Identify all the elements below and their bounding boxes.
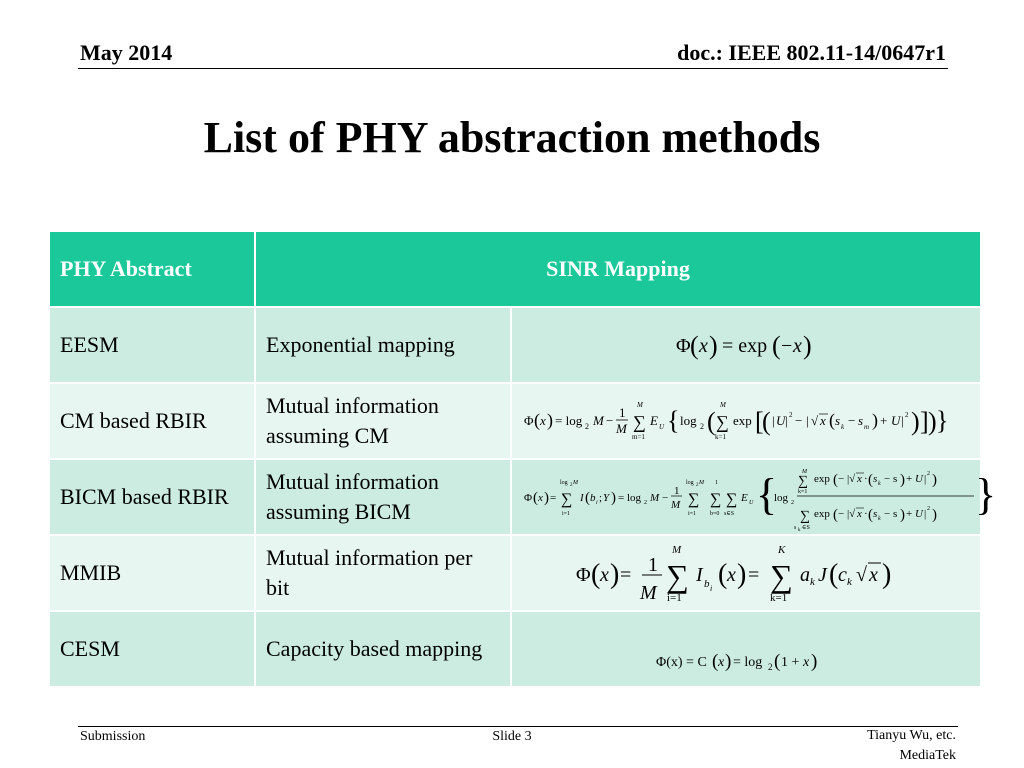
svg-text:): ) [811,651,818,672]
svg-text:x: x [600,564,609,586]
svg-text:Φ: Φ [676,335,691,357]
table-header-row [49,231,981,307]
svg-text:U: U [749,500,754,506]
svg-text:∑: ∑ [770,558,793,594]
svg-text:): ) [737,559,747,590]
svg-text:2: 2 [570,483,573,488]
svg-text:M: M [671,499,681,511]
svg-text:): ) [610,559,620,590]
svg-text:M: M [720,401,726,409]
svg-text:=: = [550,492,557,504]
svg-text:s: s [873,508,878,520]
svg-text:[: [ [755,407,764,436]
footer-submission: Submission [80,729,146,744]
svg-text:|: | [772,413,775,428]
svg-text:M: M [699,480,704,486]
svg-text:U: U [659,423,665,431]
svg-text:exp: exp [814,508,830,520]
svg-text:x: x [718,655,725,670]
svg-text:2: 2 [789,411,793,419]
svg-text:−: − [662,492,669,504]
formula-cm-rbir [522,393,984,449]
svg-text:log: log [560,480,568,486]
svg-text:i: i [710,584,713,593]
svg-text:M: M [640,582,657,604]
svg-text:k: k [878,481,881,487]
svg-text:|: | [806,413,809,428]
svg-text:Φ: Φ [524,413,534,428]
svg-text:b: b [590,492,596,504]
footer-author-block [867,726,956,766]
svg-text:): ) [709,331,718,360]
footer-slide-number: Slide 3 [492,729,532,744]
svg-text:): ) [725,651,732,672]
svg-text:∈S: ∈S [802,525,810,531]
svg-text:2: 2 [768,662,773,672]
svg-text:}: } [975,470,997,519]
svg-text:): ) [932,472,937,488]
svg-text:log: log [774,492,789,504]
svg-text:x: x [727,564,736,586]
svg-text:k=1: k=1 [770,592,788,604]
svg-text:(: ( [718,559,728,590]
svg-text:i=1: i=1 [667,592,682,604]
svg-text:− s: − s [884,508,898,520]
svg-text:s: s [873,473,878,485]
svg-text:): ) [900,472,905,488]
svg-text:x: x [820,413,826,428]
svg-text:U: U [891,413,901,428]
svg-text:2: 2 [927,506,930,512]
formula-cell [511,611,981,687]
header-date: May 2014 [80,40,173,65]
svg-text:): ) [547,410,553,430]
formula-bicm-rbir [522,461,997,533]
svg-text:exp: exp [814,473,830,485]
svg-text:= log: = log [733,655,763,670]
svg-text:x: x [540,413,546,428]
svg-text:a: a [800,564,810,586]
svg-text:(: ( [774,651,781,672]
svg-text:M: M [802,469,807,475]
svg-text:K: K [778,544,786,556]
formula-mmib [566,537,926,609]
svg-text:M: M [637,401,643,409]
svg-text:U: U [915,508,923,520]
svg-text:Φ(x) = C: Φ(x) = C [656,655,707,670]
svg-text:|: | [924,473,927,485]
svg-text:∑: ∑ [633,412,646,432]
svg-text:s: s [835,413,841,428]
table-row [49,535,981,611]
svg-text:(: ( [712,651,719,672]
svg-text:x: x [538,492,543,504]
svg-text:∑: ∑ [666,558,689,594]
svg-text:M: M [672,544,682,556]
svg-text:E: E [741,492,748,504]
svg-text:|: | [785,413,788,428]
svg-text:U: U [776,413,786,428]
svg-text:2: 2 [791,500,794,506]
svg-text:M: M [650,492,660,504]
method-cell: EESM [49,307,255,383]
svg-text:m=1: m=1 [632,433,645,441]
footer-org: MediaTek [899,748,956,763]
svg-text:M: M [573,480,578,486]
svg-text:(: ( [833,507,838,523]
description-cell: Mutual information assuming CM [255,383,511,459]
svg-text:(: ( [533,490,538,506]
formula-cell [511,535,981,611]
svg-text:2: 2 [905,411,909,419]
slide-title: List of PHY abstraction methods [203,113,821,162]
svg-text:2: 2 [644,500,647,506]
svg-text:x: x [869,564,878,586]
svg-text:∑: ∑ [726,491,738,508]
svg-text:(: ( [868,472,873,488]
svg-text:x: x [793,335,802,357]
table-row [49,611,981,687]
svg-text:): ) [803,331,812,360]
svg-text:): ) [611,490,616,506]
svg-text:x: x [857,473,862,485]
svg-text:I: I [580,492,584,504]
svg-text:b: b [704,578,710,590]
phy-abstraction-table [48,230,997,688]
svg-text:U: U [915,473,923,485]
svg-text:log: log [686,480,694,486]
method-cell: BICM based RBIR [49,459,255,535]
header-sinr-mapping: SINR Mapping [255,231,981,307]
svg-text:−: − [606,413,614,428]
svg-text:2: 2 [700,422,704,431]
svg-text:): ) [928,407,937,436]
svg-text:{: { [667,406,680,435]
svg-text:=: = [748,564,760,586]
svg-text:(: ( [707,407,716,436]
svg-text:= log: = log [618,492,642,504]
footer-rule [78,726,958,727]
svg-text:;: ; [599,492,603,504]
svg-text:+: + [880,413,888,428]
svg-text:+: + [906,473,913,485]
svg-text:√: √ [811,413,819,428]
svg-text:): ) [900,507,905,523]
svg-text:): ) [872,410,878,430]
header-doc-id: doc.: IEEE 802.11-14/0647r1 [677,40,946,65]
svg-text:s∈S: s∈S [724,511,735,517]
method-cell: MMIB [49,535,255,611]
svg-text:= log: = log [555,413,583,428]
svg-text:(: ( [534,410,540,430]
svg-text:∑: ∑ [716,412,729,432]
svg-text:∑: ∑ [800,509,810,524]
svg-text:∑: ∑ [798,474,808,489]
svg-text:): ) [882,559,892,590]
svg-text:2: 2 [927,471,930,477]
svg-text:=: = [620,564,632,586]
formula-cell [511,459,997,535]
formula-cesm [646,614,846,684]
svg-text:·: · [864,508,868,520]
svg-text:k: k [810,576,815,588]
table-row [49,307,981,383]
svg-text:−: − [848,413,856,428]
svg-text:+: + [906,508,913,520]
svg-text:(: ( [829,410,835,430]
svg-text:− |√: − |√ [838,508,856,520]
svg-text:(: ( [762,407,771,436]
svg-text:1 +: 1 + [781,655,800,670]
formula-cell [511,383,981,459]
svg-text:m: m [864,423,870,431]
svg-text:E: E [650,413,658,428]
description-cell: Mutual information per bit [255,535,511,611]
svg-text:k: k [847,576,852,588]
svg-text:(: ( [833,472,838,488]
svg-text:I: I [696,564,703,586]
svg-text:): ) [544,490,549,506]
svg-text:): ) [911,407,920,436]
svg-text:2: 2 [696,483,699,488]
svg-text:exp: exp [733,413,752,428]
description-cell: Exponential mapping [255,307,511,383]
table-row [49,459,981,535]
svg-text:x: x [857,508,862,520]
footer-author: Tianyu Wu, etc. [867,728,956,743]
svg-text:1: 1 [715,480,718,486]
svg-text:x: x [803,655,810,670]
svg-text:− s: − s [884,473,898,485]
svg-text:k: k [841,423,845,431]
svg-text:−: − [781,335,793,357]
description-cell: Mutual information assuming BICM [255,459,511,535]
svg-text:1: 1 [674,485,680,497]
svg-text:b=0: b=0 [710,511,720,517]
svg-text:(: ( [690,331,699,360]
header-rule [78,68,948,69]
svg-text:M: M [616,421,627,436]
svg-text:}: } [936,406,949,435]
svg-text:|: | [924,508,927,520]
svg-text:2: 2 [585,422,589,431]
svg-text:log: log [680,413,697,428]
svg-text:i=1: i=1 [562,511,571,517]
svg-text:(: ( [868,507,873,523]
svg-text:s: s [858,413,864,428]
svg-text:(: ( [829,559,839,590]
svg-text:k: k [878,516,881,522]
svg-text:c: c [838,564,847,586]
svg-text:− |√: − |√ [838,473,856,485]
svg-text:−: − [795,413,803,428]
svg-text:Φ: Φ [576,564,591,586]
svg-text:k=1: k=1 [798,489,808,495]
svg-text:i=1: i=1 [688,511,697,517]
svg-text:(: ( [772,331,781,360]
svg-text:∑: ∑ [710,491,722,508]
method-cell: CESM [49,611,255,687]
table-row [49,383,981,459]
svg-text:): ) [932,507,937,523]
svg-text:k=1: k=1 [715,433,726,441]
formula-eesm [646,325,846,365]
svg-text:Φ: Φ [524,492,533,504]
svg-text:J: J [818,564,827,586]
svg-text:(: ( [585,490,590,506]
svg-text:k: k [798,528,801,533]
formula-cell [511,307,981,383]
svg-text:{: { [756,470,778,519]
method-cell: CM based RBIR [49,383,255,459]
svg-text:i: i [596,500,598,506]
description-cell: Capacity based mapping [255,611,511,687]
svg-text:x: x [699,335,708,357]
header-phy-abstract: PHY Abstract [49,231,255,307]
svg-text:s: s [794,525,797,531]
svg-text:∑: ∑ [561,491,573,508]
svg-text:√: √ [856,564,867,586]
svg-text:Y: Y [603,492,610,504]
svg-text:M: M [593,413,604,428]
svg-text:(: ( [591,559,601,590]
svg-text:|: | [901,413,904,428]
svg-text:·: · [864,473,868,485]
svg-text:1: 1 [619,405,626,420]
svg-text:1: 1 [648,554,658,576]
svg-text:∑: ∑ [688,491,700,508]
svg-text:]: ] [920,407,929,436]
svg-text:= exp: = exp [722,335,768,357]
